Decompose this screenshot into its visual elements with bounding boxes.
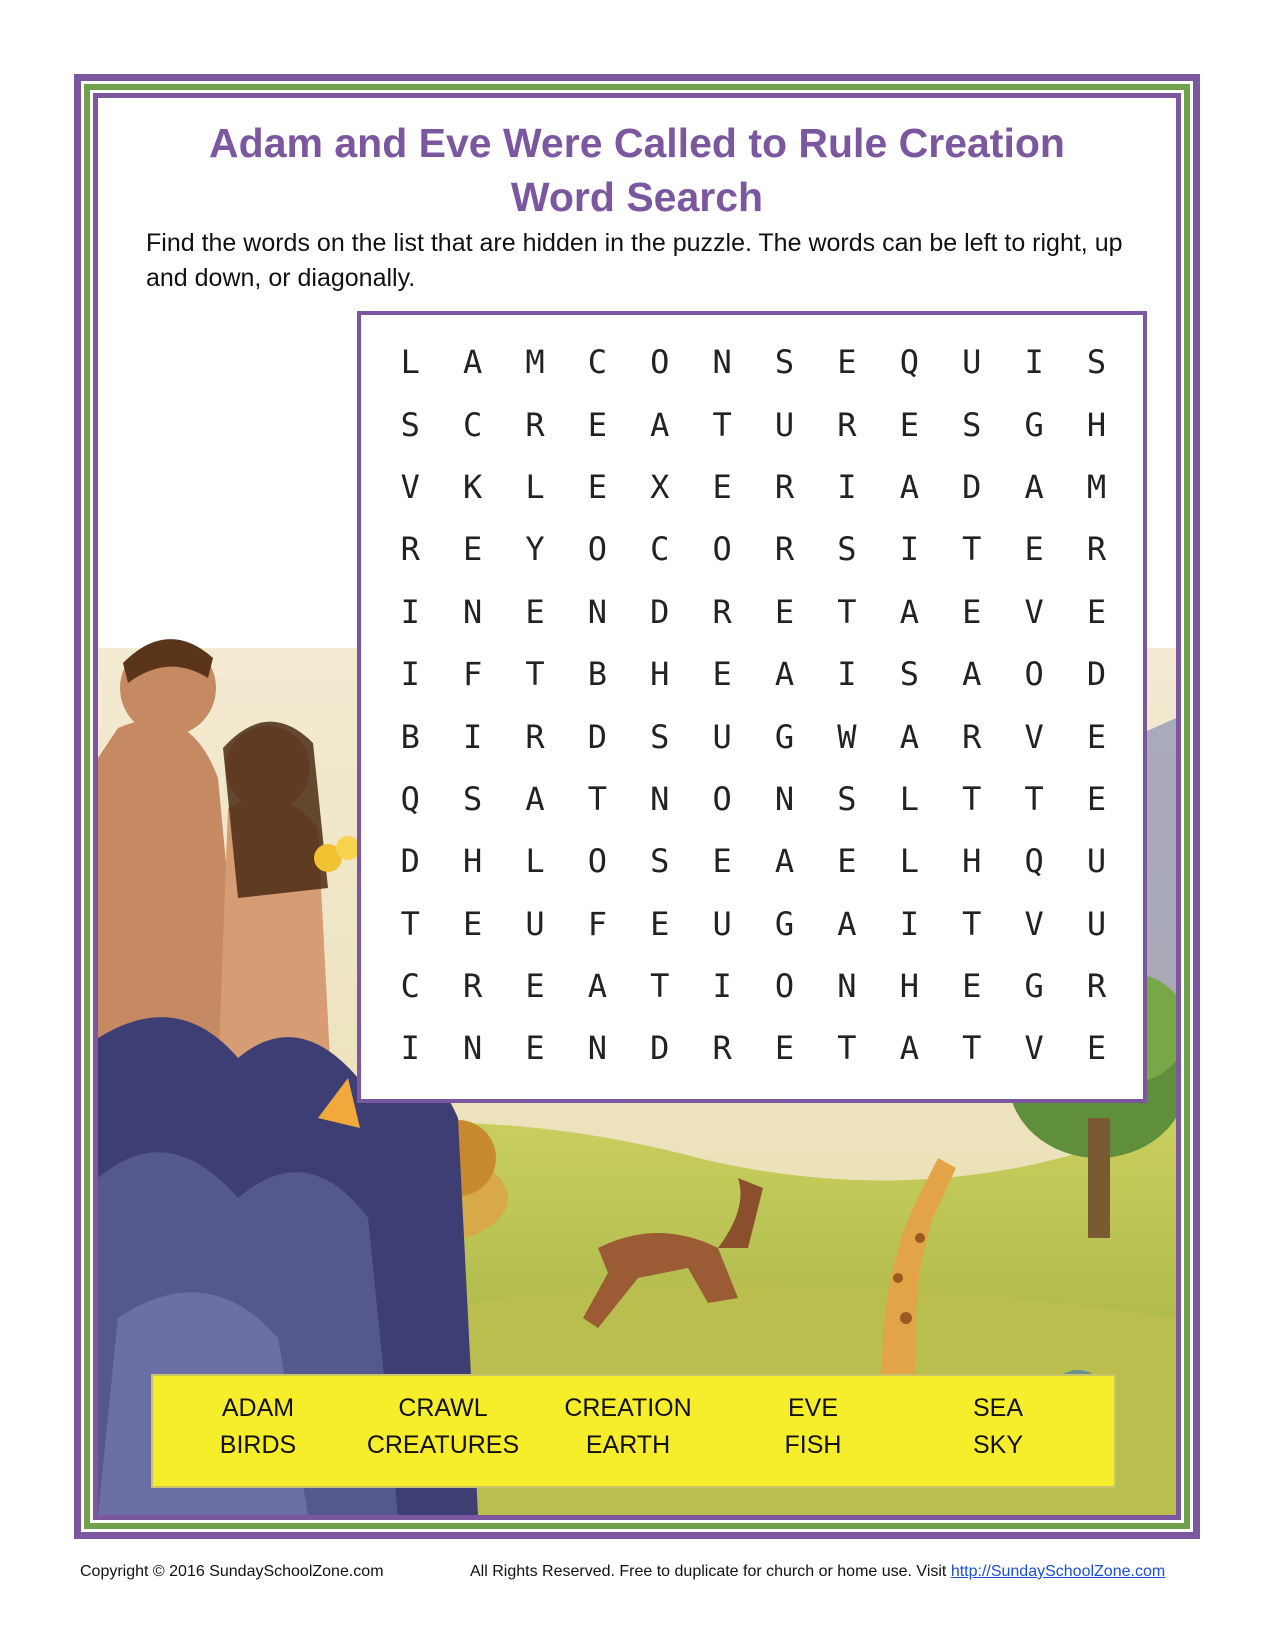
grid-letter: A — [899, 717, 919, 756]
grid-letter: R — [774, 530, 795, 569]
grid-letter: R — [712, 592, 732, 631]
grid-letter: I — [400, 655, 420, 694]
grid-letter: X — [650, 467, 670, 506]
grid-letter: V — [1024, 592, 1044, 631]
grid-letter: D — [650, 1029, 670, 1068]
word-list-column — [158, 1390, 358, 1464]
grid-letter: N — [774, 779, 795, 818]
grid-letter: A — [774, 655, 795, 694]
grid-letter: U — [962, 343, 982, 382]
grid-letter: T — [650, 967, 670, 1006]
grid-letter: E — [462, 530, 483, 569]
grid-letter: V — [400, 467, 420, 506]
grid-letter: N — [837, 967, 857, 1006]
grid-letter: N — [587, 592, 607, 631]
instructions: Find the words on the list that are hidden in the puzzle. The words can be left to right, up and down, or diagonally. — [146, 229, 1123, 292]
grid-letter: O — [1024, 655, 1044, 694]
grid-letter: G — [774, 717, 795, 756]
grid-letter: T — [587, 779, 607, 818]
grid-letter: L — [525, 842, 545, 881]
grid-letter: A — [899, 592, 919, 631]
footer-rights-text: All Rights Reserved. Free to duplicate for church or home use. Visit — [470, 1563, 951, 1580]
word-item: BIRDS — [219, 1431, 297, 1459]
word-item: SEA — [972, 1394, 1024, 1422]
grid-letter: R — [525, 717, 545, 756]
grid-letter: C — [400, 967, 420, 1006]
grid-letter: N — [462, 1029, 483, 1068]
grid-letter: D — [587, 717, 607, 756]
grid-letter: U — [525, 904, 545, 943]
grid-letter: E — [650, 904, 670, 943]
word-list-column — [713, 1390, 913, 1464]
grid-letter: S — [1086, 343, 1107, 382]
grid-letter: U — [1086, 842, 1107, 881]
grid-letter: E — [1024, 530, 1044, 569]
grid-letter: Y — [525, 530, 545, 569]
grid-letter: R — [525, 405, 545, 444]
grid-row — [379, 581, 1129, 643]
grid-letter: M — [525, 343, 545, 382]
grid-letter: O — [712, 779, 732, 818]
grid-letter: G — [774, 904, 795, 943]
grid-letter: R — [1086, 530, 1107, 569]
grid-letter: I — [400, 1029, 420, 1068]
page-title — [98, 116, 1176, 224]
grid-letter: D — [650, 592, 670, 631]
grid-letter: O — [587, 842, 607, 881]
grid-letter: L — [525, 467, 545, 506]
word-list — [151, 1374, 1116, 1488]
grid-letter: S — [837, 779, 857, 818]
grid-letter: V — [1024, 904, 1044, 943]
grid-letter: H — [650, 655, 670, 694]
grid-row — [379, 1017, 1129, 1079]
grid-letter: W — [837, 717, 857, 756]
word-list-column — [898, 1390, 1098, 1464]
grid-letter: E — [712, 842, 732, 881]
grid-letter: E — [587, 405, 607, 444]
grid-letter: R — [962, 717, 982, 756]
grid-letter: A — [462, 343, 483, 382]
grid-letter: A — [587, 967, 607, 1006]
grid-letter: Q — [899, 343, 919, 382]
grid-letter: S — [962, 405, 982, 444]
grid-letter: T — [962, 1029, 982, 1068]
grid-letter: T — [837, 592, 857, 631]
grid-letter: S — [650, 717, 670, 756]
grid-letter: H — [899, 967, 919, 1006]
word-list-column — [528, 1390, 728, 1464]
title-line-2: Word Search — [510, 174, 764, 220]
grid-letter: A — [899, 1029, 919, 1068]
grid-letter: A — [774, 842, 795, 881]
grid-letter: I — [837, 655, 857, 694]
grid-letter: F — [587, 904, 607, 943]
grid-letter: E — [525, 592, 545, 631]
grid-row — [379, 331, 1129, 393]
grid-letter: V — [1024, 717, 1044, 756]
grid-letter: E — [962, 592, 982, 631]
grid-letter: Q — [400, 779, 420, 818]
grid-letter: L — [400, 343, 420, 382]
grid-letter: L — [899, 779, 919, 818]
grid-letter: O — [587, 530, 607, 569]
grid-letter: H — [1086, 405, 1107, 444]
grid-letter: E — [837, 842, 857, 881]
grid-letter: E — [1086, 592, 1107, 631]
grid-letter: S — [837, 530, 857, 569]
grid-letter: E — [1086, 717, 1107, 756]
grid-row — [379, 830, 1129, 892]
grid-letter: U — [712, 904, 732, 943]
grid-letter: D — [1086, 655, 1107, 694]
word-item: CREATION — [564, 1394, 692, 1422]
grid-letter: R — [1086, 967, 1107, 1006]
grid-letter: E — [774, 592, 795, 631]
grid-letter: O — [650, 343, 670, 382]
word-search-grid — [357, 311, 1147, 1103]
grid-letter: E — [712, 655, 732, 694]
grid-letter: T — [962, 530, 982, 569]
grid-letter: E — [774, 1029, 795, 1068]
grid-row — [379, 893, 1129, 955]
grid-row — [379, 393, 1129, 455]
grid-row — [379, 955, 1129, 1017]
grid-letter: B — [587, 655, 607, 694]
letter-grid — [379, 331, 1129, 1080]
grid-letter: N — [462, 592, 483, 631]
grid-letter: S — [462, 779, 483, 818]
grid-row — [379, 643, 1129, 705]
grid-letter: C — [462, 405, 483, 444]
grid-letter: L — [899, 842, 919, 881]
word-item: EARTH — [585, 1431, 671, 1459]
grid-letter: K — [462, 467, 483, 506]
grid-letter: I — [899, 530, 919, 569]
grid-letter: A — [650, 405, 670, 444]
grid-letter: M — [1086, 467, 1107, 506]
word-item: ADAM — [221, 1394, 295, 1422]
footer-rights — [470, 1563, 1165, 1581]
word-item: SKY — [972, 1431, 1024, 1459]
grid-letter: S — [650, 842, 670, 881]
grid-letter: D — [962, 467, 982, 506]
grid-letter: I — [899, 904, 919, 943]
footer-link[interactable]: http://SundaySchoolZone.com — [950, 1563, 1166, 1580]
grid-letter: T — [1024, 779, 1044, 818]
grid-row — [379, 456, 1129, 518]
grid-letter: E — [712, 467, 732, 506]
grid-letter: D — [400, 842, 420, 881]
grid-letter: I — [1024, 343, 1044, 382]
grid-letter: O — [712, 530, 732, 569]
grid-letter: T — [962, 779, 982, 818]
grid-letter: I — [712, 967, 732, 1006]
word-list-column — [343, 1390, 543, 1464]
grid-row — [379, 518, 1129, 580]
grid-letter: N — [587, 1029, 607, 1068]
grid-letter: A — [1024, 467, 1044, 506]
grid-letter: F — [462, 655, 483, 694]
grid-letter: I — [837, 467, 857, 506]
grid-letter: R — [462, 967, 483, 1006]
grid-letter: Q — [1024, 842, 1044, 881]
grid-letter: E — [525, 967, 545, 1006]
grid-letter: E — [462, 904, 483, 943]
grid-letter: E — [837, 343, 857, 382]
grid-letter: E — [899, 405, 919, 444]
grid-letter: T — [962, 904, 982, 943]
grid-letter: O — [774, 967, 795, 1006]
grid-letter: I — [400, 592, 420, 631]
grid-letter: R — [400, 530, 420, 569]
word-item: EVE — [787, 1394, 839, 1422]
grid-letter: A — [962, 655, 982, 694]
word-item: CREATURES — [366, 1431, 520, 1459]
grid-letter: A — [899, 467, 919, 506]
grid-letter: N — [650, 779, 670, 818]
grid-letter: T — [837, 1029, 857, 1068]
grid-letter: E — [525, 1029, 545, 1068]
grid-letter: E — [587, 467, 607, 506]
grid-letter: I — [462, 717, 483, 756]
grid-letter: B — [400, 717, 420, 756]
grid-letter: A — [525, 779, 545, 818]
grid-letter: E — [1086, 1029, 1107, 1068]
grid-letter: H — [962, 842, 982, 881]
grid-row — [379, 768, 1129, 830]
grid-letter: V — [1024, 1029, 1044, 1068]
word-item: FISH — [784, 1431, 842, 1459]
grid-letter: E — [962, 967, 982, 1006]
grid-letter: T — [525, 655, 545, 694]
grid-letter: G — [1024, 405, 1044, 444]
grid-letter: E — [1086, 779, 1107, 818]
grid-letter: T — [712, 405, 732, 444]
grid-letter: S — [400, 405, 420, 444]
grid-letter: T — [400, 904, 420, 943]
grid-letter: R — [712, 1029, 732, 1068]
grid-letter: U — [774, 405, 795, 444]
title-line-1: Adam and Eve Were Called to Rule Creation — [209, 120, 1065, 166]
footer-copyright: Copyright © 2016 SundaySchoolZone.com — [80, 1563, 384, 1580]
grid-letter: U — [712, 717, 732, 756]
word-item: CRAWL — [398, 1394, 488, 1422]
grid-letter: H — [462, 842, 483, 881]
grid-letter: U — [1086, 904, 1107, 943]
grid-row — [379, 705, 1129, 767]
grid-letter: C — [650, 530, 670, 569]
grid-letter: C — [587, 343, 607, 382]
grid-letter: A — [837, 904, 857, 943]
grid-letter: N — [712, 343, 732, 382]
grid-letter: G — [1024, 967, 1044, 1006]
grid-letter: S — [774, 343, 795, 382]
grid-letter: R — [774, 467, 795, 506]
grid-letter: R — [837, 405, 857, 444]
grid-letter: S — [899, 655, 919, 694]
